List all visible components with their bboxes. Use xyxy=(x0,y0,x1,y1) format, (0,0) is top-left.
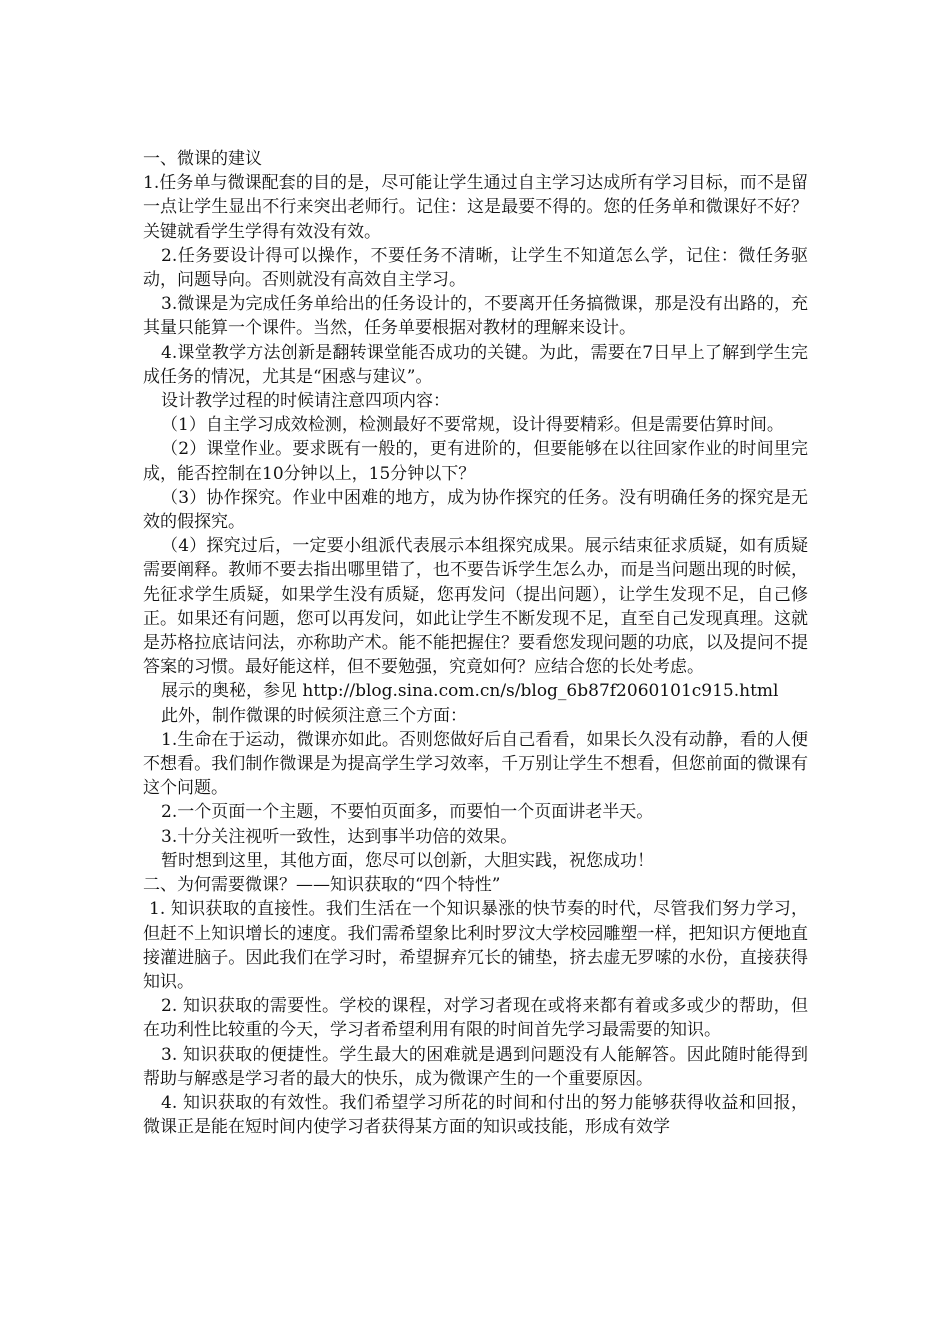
paragraph: 4. 知识获取的有效性。我们希望学习所花的时间和付出的努力能够获得收益和回报，微课正是能在短时间内使学习者获得某方面的知识或技能，形成有效学 xyxy=(143,1092,808,1138)
paragraph: 暂时想到这里，其他方面，您尽可以创新，大胆实践，祝您成功！ xyxy=(161,850,654,871)
paragraph: 2.一个页面一个主题，不要怕页面多，而要怕一个页面讲老半天。 xyxy=(161,802,654,823)
section-heading-2: 二、为何需要微课？——知识获取的“四个特性” xyxy=(143,875,501,896)
paragraph: （2）课堂作业。要求既有一般的，更有进阶的，但要能够在以往回家作业的时间里完成，能否控制在10分钟以上，15分钟以下？ xyxy=(143,439,808,484)
paragraph: （4）探究过后，一定要小组派代表展示本组探究成果。展示结束征求质疑，如有质疑需要阐释。教师不要去指出哪里错了，也不要告诉学生怎么办，而是当问题出现的时候，先征求学生质疑，如果学生没有质疑，您再发问（提出问题），让学生发现不足，自己修正。如果还有问题，您可以再发问，如此让学生不断发现不足，直至自己发现真理。这就是苏格拉底诘问法，亦称助产术。能不能把握住？要看您发现问题的功底，以及提问不提答案的习惯。最好能这样，但不要勉强，究竟如何？应结合您的长处考虑。 xyxy=(143,536,808,678)
paragraph: 3. 知识获取的便捷性。学生最大的困难就是遇到问题没有人能解答。因此随时能得到帮助与解惑是学习者的最大的快乐，成为微课产生的一个重要原因。 xyxy=(143,1044,808,1089)
paragraph: （1）自主学习成效检测，检测最好不要常规，设计得要精彩。但是需要估算时间。 xyxy=(161,415,784,436)
paragraph: 2. 知识获取的需要性。学校的课程，对学习者现在或将来都有着或多或少的帮助，但在功利性比较重的今天，学习者希望利用有限的时间首先学习最需要的知识。 xyxy=(143,996,808,1041)
paragraph: 4.课堂教学方法创新是翻转课堂能否成功的关键。为此，需要在7日早上了解到学生完成任务的情况，尤其是“困惑与建议”。 xyxy=(143,342,808,387)
paragraph: （3）协作探究。作业中困难的地方，成为协作探究的任务。没有明确任务的探究是无效的假探究。 xyxy=(143,487,808,533)
paragraph: 3.微课是为完成任务单给出的任务设计的，不要离开任务搞微课，那是没有出路的，充其量只能算一个课件。当然，任务单要根据对教材的理解来设计。 xyxy=(143,294,808,339)
paragraph: 此外，制作微课的时候须注意三个方面： xyxy=(161,705,467,726)
paragraph: 2.任务要设计得可以操作，不要任务不清晰，让学生不知道怎么学，记住：微任务驱动，问题导向。否则就没有高效自主学习。 xyxy=(143,245,808,291)
paragraph-link: 展示的奥秘，参见 http://blog.sina.com.cn/s/blog_6b87f2060101c915.html xyxy=(161,681,779,702)
paragraph: 1.生命在于运动，微课亦如此。否则您做好后自己看看，如果长久没有动静，看的人便不想看。我们制作微课是为提高学生学习效率，千万别让学生不想看，但您前面的微课有这个问题。 xyxy=(143,729,808,799)
paragraph: 设计教学过程的时候请注意四项内容： xyxy=(161,391,450,412)
paragraph: 3.十分关注视听一致性，达到事半功倍的效果。 xyxy=(161,826,518,847)
document-page xyxy=(143,147,808,1139)
paragraph: 1. 知识获取的直接性。我们生活在一个知识暴涨的快节奏的时代，尽管我们努力学习，但赶不上知识增长的速度。我们需希望象比利时罗汶大学校园雕塑一样，把知识方便地直接灌进脑子。因此我们在学习时，希望摒弃冗长的铺垫，挤去虚无罗嗦的水份，直接获得知识。 xyxy=(143,899,808,992)
paragraph: 1.任务单与微课配套的目的是，尽可能让学生通过自主学习达成所有学习目标，而不是留一点让学生显出不行来突出老师行。记住：这是最要不得的。您的任务单和微课好不好？关键就看学生学得有效没有效。 xyxy=(143,173,808,242)
section-heading-1: 一、微课的建议 xyxy=(143,149,262,169)
